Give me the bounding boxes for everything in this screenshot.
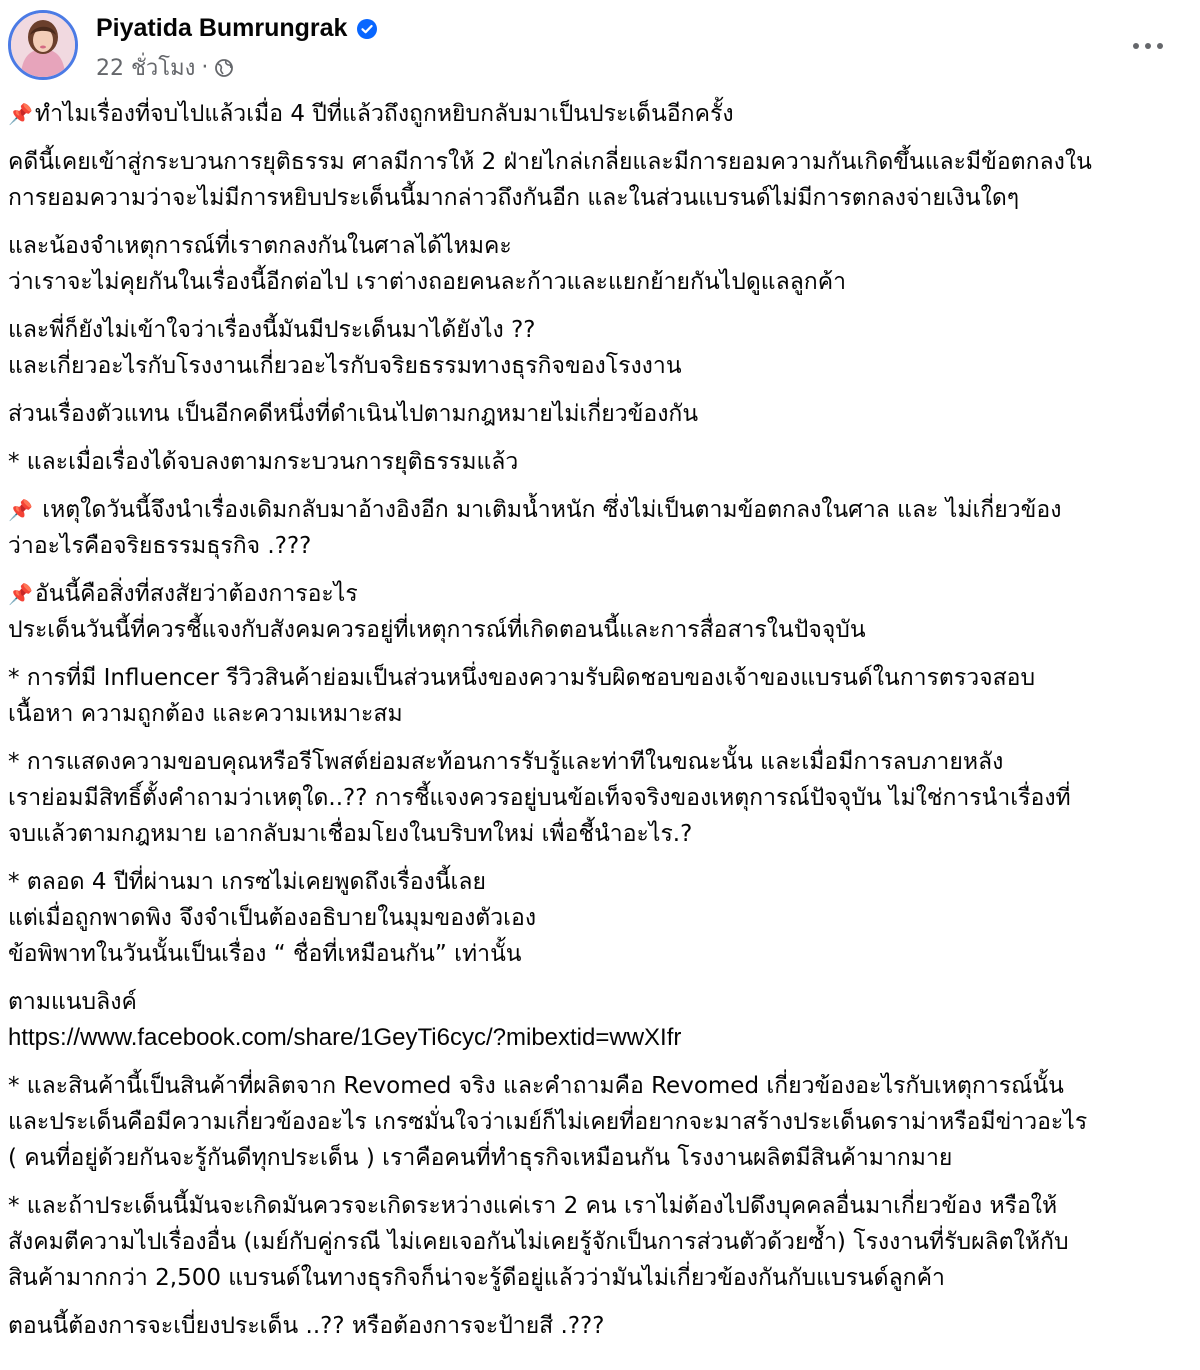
pushpin-icon: 📌 — [8, 582, 33, 606]
post-link[interactable]: https://www.facebook.com/share/1GeyTi6cyc/?mibextid=wwXIfr — [8, 1024, 682, 1051]
post-text: * การที่มี Influencer รีวิวสินค้าย่อมเป็นส่วนหนึ่งของความรับผิดชอบของเจ้าของแบรนด์ในการตรวจสอบ — [8, 665, 1036, 691]
post-text: อันนี้คือสิ่งที่สงสัยว่าต้องการอะไร — [34, 581, 358, 607]
post-paragraph — [8, 396, 1194, 432]
post-text: การยอมความว่าจะไม่มีการหยิบประเด็นนี้มากล่าวถึงกันอีก และในส่วนแบรนด์ไม่มีการตกลงจ่ายเงินใดๆ — [8, 185, 1020, 211]
post-text-line — [8, 1224, 1194, 1260]
post-text-line — [8, 816, 1194, 852]
post-text-line — [8, 228, 1194, 264]
post-text-line — [8, 96, 1194, 132]
post-text: สังคมตีความไปเรื่องอื่น (เมย์กับคู่กรณี ไม่เคยเจอกันไม่เคยรู้จักเป็นการส่วนตัวด้วยซ้ำ) โรงงานที่รับผลิตให้กับ — [8, 1229, 1069, 1255]
post-paragraph — [8, 1308, 1194, 1344]
post-text-line — [8, 444, 1194, 480]
post-text: * และสินค้านี้เป็นสินค้าที่ผลิตจาก Revomed จริง และคำถามคือ Revomed เกี่ยวข้องอะไรกับเหตุการณ์นั้น — [8, 1073, 1064, 1099]
post-text: จบแล้วตามกฎหมาย เอากลับมาเชื่อมโยงในบริบทใหม่ เพื่อชี้นำอะไร.? — [8, 821, 693, 847]
post-text-line — [8, 660, 1194, 696]
post-text-line — [8, 900, 1194, 936]
post-paragraph — [8, 1068, 1194, 1176]
post-text: และเกี่ยวอะไรกับโรงงานเกี่ยวอะไรกับจริยธรรมทางธุรกิจของโรงงาน — [8, 353, 682, 379]
post-paragraph — [8, 96, 1194, 132]
post-text: และประเด็นคือมีความเกี่ยวข้องอะไร เกรซมั่นใจว่าเมย์ก็ไม่เคยที่อยากจะมาสร้างประเด็นดราม่าหรือมีข่าวอะไร — [8, 1109, 1088, 1135]
post-text-line — [8, 1260, 1194, 1296]
post-text: * และถ้าประเด็นนี้มันจะเกิดมันควรจะเกิดระหว่างแค่เรา 2 คน เราไม่ต้องไปดึงบุคคลอื่นมาเกี่ยวข้อง หรือให้ — [8, 1193, 1058, 1219]
post-text-line — [8, 1140, 1194, 1176]
post-paragraph — [8, 228, 1194, 300]
post-text-line — [8, 264, 1194, 300]
post-text: ประเด็นวันนี้ที่ควรชี้แจงกับสังคมควรอยู่ที่เหตุการณ์ที่เกิดตอนนี้และการสื่อสารในปัจจุบัน — [8, 617, 866, 643]
post-paragraph — [8, 984, 1194, 1056]
post-paragraph — [8, 864, 1194, 972]
post-text: เราย่อมมีสิทธิ์ตั้งคำถามว่าเหตุใด..?? การชี้แจงควรอยู่บนข้อเท็จจริงของเหตุการณ์ปัจจุบัน ไม่ใช่การนำเรื่องที่ — [8, 785, 1071, 811]
post-text-line — [8, 1104, 1194, 1140]
post-text-line — [8, 1068, 1194, 1104]
post-text: * และเมื่อเรื่องได้จบลงตามกระบวนการยุติธรรมแล้ว — [8, 449, 519, 475]
author-name[interactable]: Piyatida Bumrungrak — [96, 14, 348, 42]
post-text-line — [8, 1308, 1194, 1344]
post-text-line — [8, 144, 1194, 180]
post-text: ( คนที่อยู่ด้วยกันจะรู้กันดีทุกประเด็น ) เราคือคนที่ทำธุรกิจเหมือนกัน โรงงานผลิตมีสินค้ามากมาย — [8, 1145, 953, 1171]
more-options-icon[interactable] — [1120, 26, 1176, 66]
post-text: ว่าเราจะไม่คุยกันในเรื่องนี้อีกต่อไป เราต่างถอยคนละก้าวและแยกย้ายกันไปดูแลลูกค้า — [8, 269, 847, 295]
pushpin-icon: 📌 — [8, 102, 33, 126]
post-text-line — [8, 180, 1194, 216]
post-header — [0, 0, 1200, 96]
avatar-image — [11, 13, 75, 77]
post-text-line — [8, 312, 1194, 348]
post-text-line — [8, 780, 1194, 816]
post-text-line — [8, 348, 1194, 384]
meta-separator: · — [201, 55, 209, 80]
post-paragraph — [8, 312, 1194, 384]
post-text: แต่เมื่อถูกพาดพิง จึงจำเป็นต้องอธิบายในมุมของตัวเอง — [8, 905, 537, 931]
post-text: คดีนี้เคยเข้าสู่กระบวนการยุติธรรม ศาลมีการให้ 2 ฝ่ายไกล่เกลี่ยและมีการยอมความกันเกิดขึ้นและมีข้อตกลงใน — [8, 149, 1092, 175]
post-meta — [96, 50, 234, 85]
post-text-line — [8, 396, 1194, 432]
post-text: ตามแนบลิงค์ — [8, 989, 137, 1015]
post-paragraph — [8, 492, 1194, 564]
post-paragraph — [8, 1188, 1194, 1296]
post-text-line — [8, 984, 1194, 1020]
post-text: เนื้อหา ความถูกต้อง และความเหมาะสม — [8, 701, 403, 727]
post-paragraph — [8, 144, 1194, 216]
post-body — [8, 96, 1194, 1356]
post-text-line — [8, 744, 1194, 780]
post-text: * ตลอด 4 ปีที่ผ่านมา เกรซไม่เคยพูดถึงเรื่องนี้เลย — [8, 869, 486, 895]
post-text-line — [8, 528, 1194, 564]
author-row — [96, 14, 378, 43]
post-text: และพี่ก็ยังไม่เข้าใจว่าเรื่องนี้มันมีประเด็นมาได้ยังไง ?? — [8, 317, 536, 343]
post-text: ส่วนเรื่องตัวแทน เป็นอีกคดีหนึ่งที่ดำเนินไปตามกฎหมายไม่เกี่ยวข้องกัน — [8, 401, 699, 427]
post-text: ว่าอะไรคือจริยธรรมธุรกิจ .??? — [8, 533, 312, 559]
post-text-line — [8, 492, 1194, 528]
post-text-line — [8, 936, 1194, 972]
post-text-line — [8, 864, 1194, 900]
post-paragraph — [8, 744, 1194, 852]
post-timestamp[interactable]: 22 ชั่วโมง — [96, 56, 196, 81]
profile-avatar[interactable] — [8, 10, 78, 80]
globe-icon[interactable] — [214, 58, 234, 78]
post-text: และน้องจำเหตุการณ์ที่เราตกลงกันในศาลได้ไหมคะ — [8, 233, 512, 259]
post-text-line — [8, 1188, 1194, 1224]
post-text: สินค้ามากกว่า 2,500 แบรนด์ในทางธุรกิจก็น่าจะรู้ดีอยู่แล้วว่ามันไม่เกี่ยวข้องกันกับแบรนด์ลูกค้า — [8, 1265, 945, 1291]
verified-badge-icon — [356, 18, 378, 40]
post-text-line — [8, 612, 1194, 648]
pushpin-icon: 📌 — [8, 498, 33, 522]
post-text: * การแสดงความขอบคุณหรือรีโพสต์ย่อมสะท้อนการรับรู้และท่าทีในขณะนั้น และเมื่อมีการลบภายหลัง — [8, 749, 1004, 775]
post-text: เหตุใดวันนี้จึงนำเรื่องเดิมกลับมาอ้างอิงอีก มาเติมน้ำหนัก ซึ่งไม่เป็นตามข้อตกลงในศาล และ ไม่เกี่ยวข้อง — [34, 497, 1062, 523]
post-paragraph — [8, 444, 1194, 480]
post-paragraph — [8, 660, 1194, 732]
post-text: ข้อพิพาทในวันนั้นเป็นเรื่อง “ ชื่อที่เหมือนกัน” เท่านั้น — [8, 941, 522, 967]
post-paragraph — [8, 576, 1194, 648]
post-text-line — [8, 696, 1194, 732]
post-text-line — [8, 576, 1194, 612]
post-text: ทำไมเรื่องที่จบไปแล้วเมื่อ 4 ปีที่แล้วถึงถูกหยิบกลับมาเป็นประเด็นอีกครั้ง — [34, 101, 734, 127]
post-text: ตอนนี้ต้องการจะเบี่ยงประเด็น ..?? หรือต้องการจะป้ายสี .??? — [8, 1313, 605, 1339]
post-text-line — [8, 1020, 1194, 1056]
